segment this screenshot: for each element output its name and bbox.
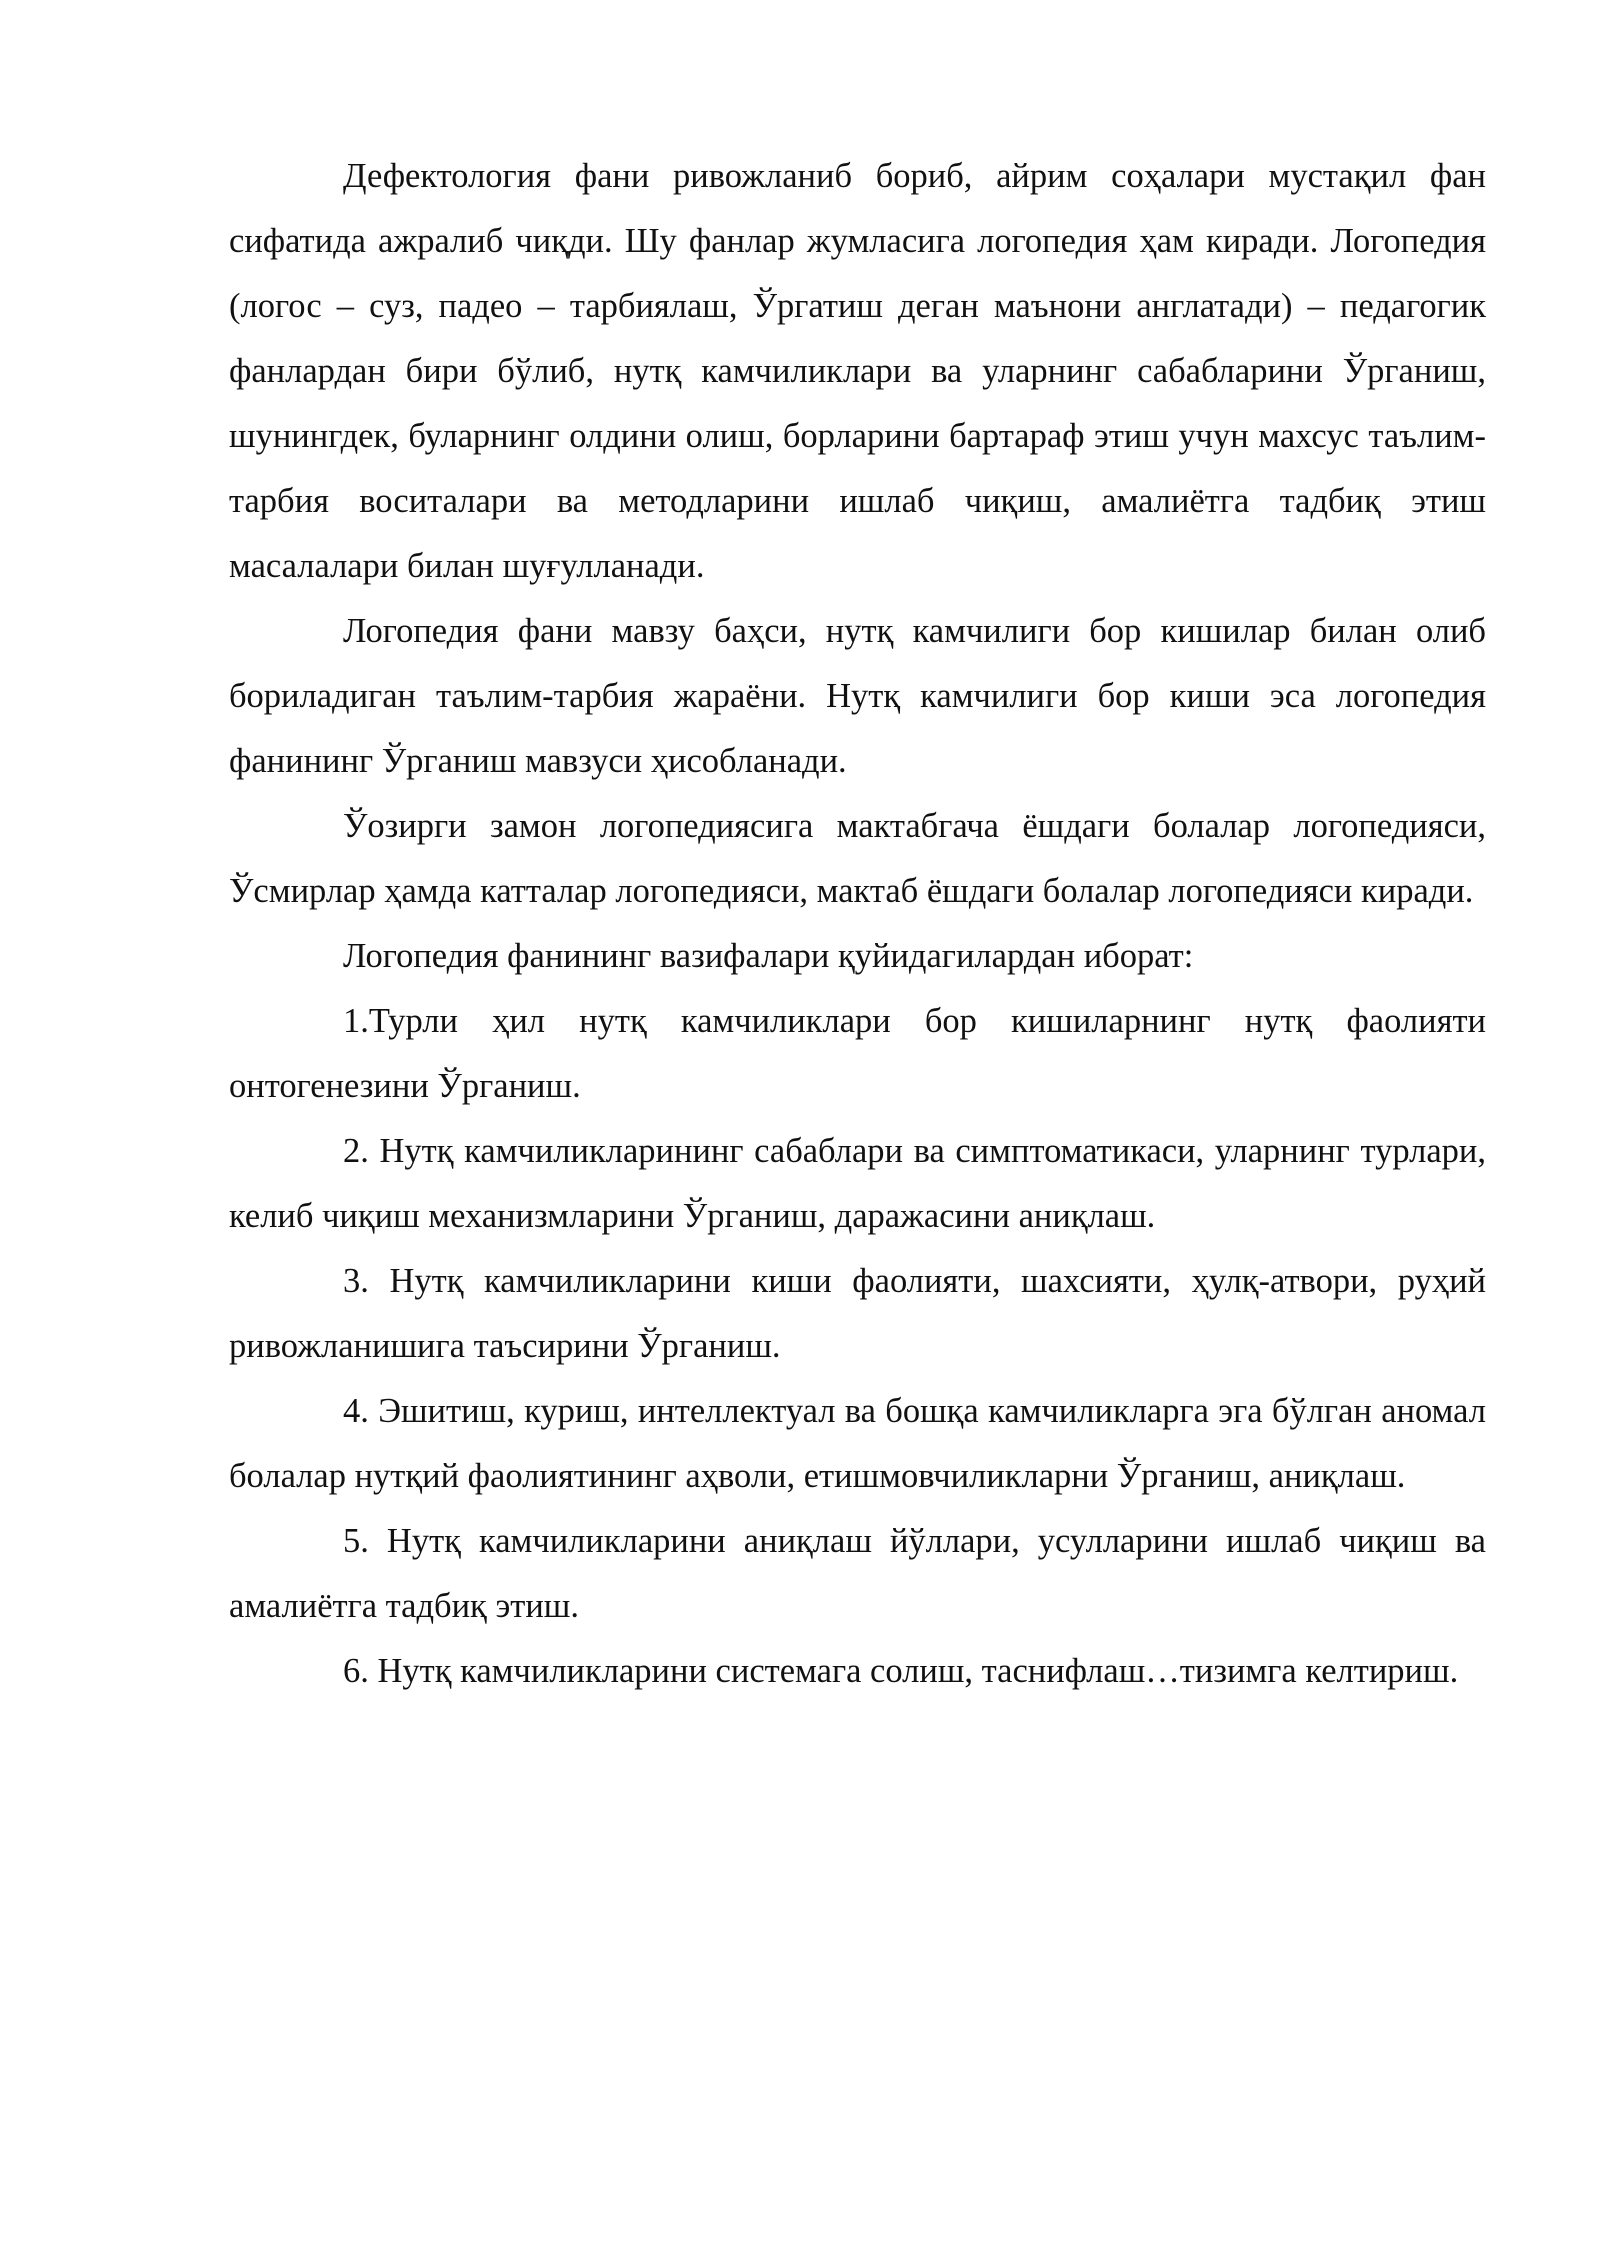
- paragraph-subject: Логопедия фани мавзу баҳси, нутқ камчилиги бор кишилар билан олиб бориладиган таълим-тарбия жараёни. Нутқ камчилиги бор киши эса логопедия фанининг Ўрганиш мавзуси ҳисобланади.: [229, 612, 1486, 780]
- list-item-5: 5. Нутқ камчиликларини аниқлаш йўллари, усулларини ишлаб чиқиш ва амалиётга тадбиқ этиш.: [229, 1522, 1486, 1625]
- list-item-3: 3. Нутқ камчиликларини киши фаолияти, шахсияти, ҳулқ-атвори, руҳий ривожланишига таъсирини Ўрганиш.: [229, 1262, 1486, 1365]
- paragraph-intro: Дефектология фани ривожланиб бориб, айрим соҳалари мустақил фан сифатида ажралиб чиқди. Шу фанлар жумласига логопедия ҳам киради. Логопедия (логос – суз, падео – тарбиялаш, Ўргатиш деган маънони англатади) – педагогик фанлардан бири бўлиб, нутқ камчиликлари ва уларнинг сабабларини Ўрганиш, шунингдек, буларнинг олдини олиш, борларини бартараф этиш учун махсус таълим-тарбия воситалари ва методларини ишлаб чиқиш, амалиётга тадбиқ этиш масалалари билан шуғулланади.: [229, 157, 1486, 585]
- list-item-1: 1.Турли ҳил нутқ камчиликлари бор кишиларнинг нутқ фаолияти онтогенезини Ўрганиш.: [229, 1002, 1486, 1105]
- paragraph-branches: Ўозирги замон логопедиясига мактабгача ёшдаги болалар логопедияси, Ўсмирлар ҳамда катталар логопедияси, мактаб ёшдаги болалар логопедияси киради.: [229, 807, 1486, 910]
- paragraph-tasks-heading: Логопедия фанининг вазифалари қуйидагилардан иборат:: [343, 937, 1194, 975]
- list-item-6: 6. Нутқ камчиликларини системага солиш, таснифлаш…тизимга келтириш.: [343, 1652, 1459, 1690]
- list-item-2: 2. Нутқ камчиликларининг сабаблари ва симптоматикаси, уларнинг турлари, келиб чиқиш механизмларини Ўрганиш, даражасини аниқлаш.: [229, 1132, 1486, 1235]
- document-body: [229, 144, 1486, 1704]
- list-item-4: 4. Эшитиш, куриш, интеллектуал ва бошқа камчиликларга эга бўлган аномал болалар нутқий фаолиятининг аҳволи, етишмовчиликларни Ўрганиш, аниқлаш.: [229, 1392, 1486, 1495]
